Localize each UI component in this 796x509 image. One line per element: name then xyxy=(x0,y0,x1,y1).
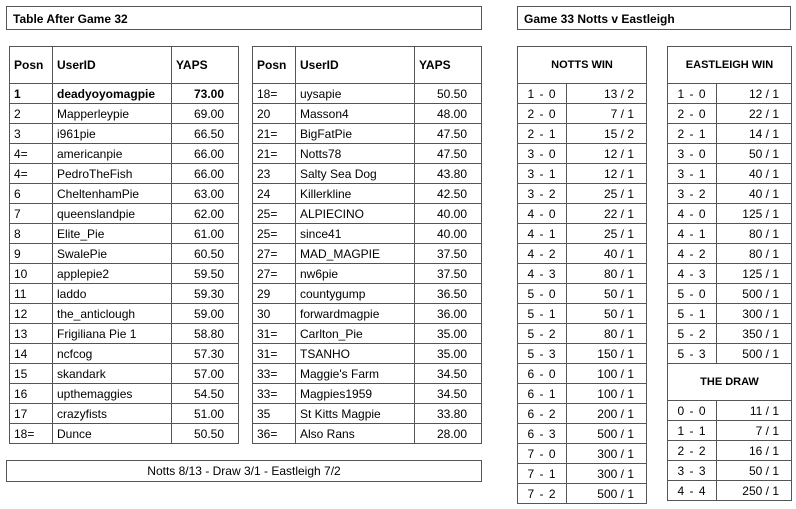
score-cell: 5 - 1 xyxy=(518,304,567,324)
table-row xyxy=(10,424,239,444)
odds-row xyxy=(518,424,647,444)
posn-cell: 15 xyxy=(10,364,53,384)
posn-cell: 14 xyxy=(10,344,53,364)
table-row xyxy=(10,104,239,124)
price-cell: 80 / 1 xyxy=(717,244,792,264)
yaps-cell: 59.50 xyxy=(172,264,239,284)
odds-row xyxy=(668,344,792,364)
table-row xyxy=(10,184,239,204)
odds-row xyxy=(668,324,792,344)
odds-row xyxy=(518,404,647,424)
price-cell: 100 / 1 xyxy=(567,384,647,404)
yaps-cell: 73.00 xyxy=(172,84,239,104)
posn-cell: 31= xyxy=(253,344,296,364)
table-row xyxy=(10,384,239,404)
price-cell: 50 / 1 xyxy=(567,284,647,304)
price-cell: 50 / 1 xyxy=(717,461,792,481)
price-cell: 12 / 1 xyxy=(717,84,792,104)
posn-cell: 25= xyxy=(253,224,296,244)
posn-cell: 11 xyxy=(10,284,53,304)
userid-cell: Elite_Pie xyxy=(53,224,172,244)
score-cell: 3 - 1 xyxy=(518,164,567,184)
table-row xyxy=(253,284,482,304)
posn-cell: 20 xyxy=(253,104,296,124)
yaps-cell: 43.80 xyxy=(415,164,482,184)
yaps-cell: 62.00 xyxy=(172,204,239,224)
posn-cell: 29 xyxy=(253,284,296,304)
score-cell: 3 - 1 xyxy=(668,164,717,184)
score-cell: 2 - 1 xyxy=(518,124,567,144)
posn-cell: 31= xyxy=(253,324,296,344)
posn-cell: 4= xyxy=(10,164,53,184)
score-cell: 6 - 1 xyxy=(518,384,567,404)
table-row xyxy=(10,144,239,164)
score-cell: 4 - 0 xyxy=(668,204,717,224)
score-cell: 1 - 0 xyxy=(668,84,717,104)
odds-row xyxy=(668,164,792,184)
table-row xyxy=(253,304,482,324)
yaps-cell: 28.00 xyxy=(415,424,482,444)
price-cell: 500 / 1 xyxy=(567,424,647,444)
price-cell: 50 / 1 xyxy=(717,144,792,164)
odds-row xyxy=(518,144,647,164)
odds-row xyxy=(518,184,647,204)
price-cell: 25 / 1 xyxy=(567,184,647,204)
userid-header: UserID xyxy=(296,47,415,84)
posn-cell: 8 xyxy=(10,224,53,244)
score-cell: 3 - 3 xyxy=(668,461,717,481)
userid-cell: SwalePie xyxy=(53,244,172,264)
yaps-header: YAPS xyxy=(172,47,239,84)
header-row xyxy=(10,47,239,84)
price-cell: 80 / 1 xyxy=(717,224,792,244)
userid-cell: Carlton_Pie xyxy=(296,324,415,344)
table-row xyxy=(253,364,482,384)
userid-cell: Mapperleypie xyxy=(53,104,172,124)
yaps-cell: 57.30 xyxy=(172,344,239,364)
table-row xyxy=(253,164,482,184)
price-cell: 7 / 1 xyxy=(717,421,792,441)
yaps-header: YAPS xyxy=(415,47,482,84)
yaps-cell: 69.00 xyxy=(172,104,239,124)
userid-cell: americanpie xyxy=(53,144,172,164)
odds-row xyxy=(668,144,792,164)
notts-win-header: NOTTS WIN xyxy=(518,47,647,84)
score-cell: 4 - 4 xyxy=(668,481,717,501)
price-cell: 350 / 1 xyxy=(717,324,792,344)
odds-row xyxy=(518,464,647,484)
yaps-cell: 51.00 xyxy=(172,404,239,424)
odds-row xyxy=(518,204,647,224)
odds-row xyxy=(668,224,792,244)
price-cell: 80 / 1 xyxy=(567,324,647,344)
userid-cell: i961pie xyxy=(53,124,172,144)
price-cell: 15 / 2 xyxy=(567,124,647,144)
table-row xyxy=(10,284,239,304)
userid-cell: Magpies1959 xyxy=(296,384,415,404)
yaps-cell: 66.50 xyxy=(172,124,239,144)
userid-cell: ALPIECINO xyxy=(296,204,415,224)
score-cell: 4 - 1 xyxy=(668,224,717,244)
score-cell: 7 - 1 xyxy=(518,464,567,484)
score-cell: 5 - 0 xyxy=(518,284,567,304)
odds-row xyxy=(518,224,647,244)
table-row xyxy=(10,204,239,224)
posn-cell: 1 xyxy=(10,84,53,104)
score-cell: 4 - 2 xyxy=(668,244,717,264)
posn-cell: 18= xyxy=(10,424,53,444)
odds-row xyxy=(518,484,647,504)
price-cell: 22 / 1 xyxy=(567,204,647,224)
odds-row xyxy=(518,104,647,124)
price-cell: 14 / 1 xyxy=(717,124,792,144)
posn-cell: 24 xyxy=(253,184,296,204)
price-cell: 500 / 1 xyxy=(717,284,792,304)
price-cell: 7 / 1 xyxy=(567,104,647,124)
userid-cell: TSANHO xyxy=(296,344,415,364)
table-row xyxy=(253,224,482,244)
yaps-cell: 61.00 xyxy=(172,224,239,244)
userid-cell: PedroTheFish xyxy=(53,164,172,184)
score-cell: 3 - 2 xyxy=(518,184,567,204)
posn-cell: 2 xyxy=(10,104,53,124)
score-cell: 5 - 2 xyxy=(518,324,567,344)
userid-cell: ncfcog xyxy=(53,344,172,364)
posn-cell: 6 xyxy=(10,184,53,204)
score-cell: 4 - 2 xyxy=(518,244,567,264)
odds-row xyxy=(518,444,647,464)
price-cell: 13 / 2 xyxy=(567,84,647,104)
yaps-cell: 40.00 xyxy=(415,204,482,224)
score-cell: 5 - 1 xyxy=(668,304,717,324)
posn-cell: 33= xyxy=(253,384,296,404)
table-row xyxy=(253,84,482,104)
score-cell: 7 - 0 xyxy=(518,444,567,464)
table-row xyxy=(253,244,482,264)
odds-row xyxy=(668,461,792,481)
odds-row xyxy=(668,244,792,264)
price-cell: 12 / 1 xyxy=(567,164,647,184)
userid-cell: since41 xyxy=(296,224,415,244)
userid-cell: Salty Sea Dog xyxy=(296,164,415,184)
league-table-right xyxy=(252,46,482,444)
table-row xyxy=(253,404,482,424)
posn-cell: 35 xyxy=(253,404,296,424)
odds-row xyxy=(668,481,792,501)
userid-cell: crazyfists xyxy=(53,404,172,424)
price-cell: 300 / 1 xyxy=(567,444,647,464)
score-cell: 4 - 3 xyxy=(518,264,567,284)
odds-row xyxy=(668,421,792,441)
posn-cell: 27= xyxy=(253,244,296,264)
posn-header: Posn xyxy=(10,47,53,84)
price-cell: 500 / 1 xyxy=(567,484,647,504)
userid-cell: forwardmagpie xyxy=(296,304,415,324)
userid-cell: uysapie xyxy=(296,84,415,104)
posn-cell: 21= xyxy=(253,124,296,144)
yaps-cell: 34.50 xyxy=(415,384,482,404)
userid-cell: Also Rans xyxy=(296,424,415,444)
posn-cell: 7 xyxy=(10,204,53,224)
yaps-cell: 35.00 xyxy=(415,324,482,344)
price-cell: 125 / 1 xyxy=(717,204,792,224)
table-row xyxy=(253,184,482,204)
yaps-cell: 34.50 xyxy=(415,364,482,384)
price-cell: 40 / 1 xyxy=(717,164,792,184)
yaps-cell: 36.50 xyxy=(415,284,482,304)
notts-win-odds xyxy=(517,46,647,504)
yaps-cell: 60.50 xyxy=(172,244,239,264)
userid-cell: St Kitts Magpie xyxy=(296,404,415,424)
price-cell: 40 / 1 xyxy=(717,184,792,204)
score-cell: 2 - 1 xyxy=(668,124,717,144)
price-cell: 250 / 1 xyxy=(717,481,792,501)
table-row xyxy=(10,164,239,184)
table-row xyxy=(10,304,239,324)
odds-row xyxy=(518,84,647,104)
posn-cell: 36= xyxy=(253,424,296,444)
price-cell: 11 / 1 xyxy=(717,401,792,421)
posn-cell: 21= xyxy=(253,144,296,164)
price-cell: 500 / 1 xyxy=(717,344,792,364)
odds-row xyxy=(518,164,647,184)
table-row xyxy=(253,124,482,144)
table-row xyxy=(10,344,239,364)
userid-cell: nw6pie xyxy=(296,264,415,284)
posn-cell: 27= xyxy=(253,264,296,284)
odds-row xyxy=(518,124,647,144)
odds-row xyxy=(668,204,792,224)
yaps-cell: 36.00 xyxy=(415,304,482,324)
yaps-cell: 57.00 xyxy=(172,364,239,384)
posn-cell: 25= xyxy=(253,204,296,224)
posn-cell: 12 xyxy=(10,304,53,324)
table-row xyxy=(253,384,482,404)
odds-row xyxy=(518,344,647,364)
score-cell: 3 - 0 xyxy=(518,144,567,164)
table-row xyxy=(253,144,482,164)
userid-cell: laddo xyxy=(53,284,172,304)
odds-row xyxy=(518,284,647,304)
userid-cell: queenslandpie xyxy=(53,204,172,224)
posn-cell: 16 xyxy=(10,384,53,404)
score-cell: 5 - 2 xyxy=(668,324,717,344)
table-row xyxy=(10,124,239,144)
userid-cell: deadyoyomagpie xyxy=(53,84,172,104)
score-cell: 1 - 1 xyxy=(668,421,717,441)
userid-cell: Killerkline xyxy=(296,184,415,204)
yaps-cell: 59.30 xyxy=(172,284,239,304)
userid-cell: MAD_MAGPIE xyxy=(296,244,415,264)
odds-row xyxy=(518,244,647,264)
score-cell: 2 - 2 xyxy=(668,441,717,461)
odds-row xyxy=(518,364,647,384)
league-table-left xyxy=(9,46,239,444)
userid-cell: CheltenhamPie xyxy=(53,184,172,204)
yaps-cell: 42.50 xyxy=(415,184,482,204)
table-row xyxy=(253,264,482,284)
odds-row xyxy=(518,304,647,324)
userid-cell: BigFatPie xyxy=(296,124,415,144)
yaps-cell: 63.00 xyxy=(172,184,239,204)
userid-cell: Frigiliana Pie 1 xyxy=(53,324,172,344)
score-cell: 7 - 2 xyxy=(518,484,567,504)
yaps-cell: 48.00 xyxy=(415,104,482,124)
odds-row xyxy=(518,264,647,284)
userid-cell: upthemaggies xyxy=(53,384,172,404)
score-cell: 5 - 3 xyxy=(518,344,567,364)
match-odds-summary: Notts 8/13 - Draw 3/1 - Eastleigh 7/2 xyxy=(6,460,482,482)
yaps-cell: 47.50 xyxy=(415,144,482,164)
price-cell: 50 / 1 xyxy=(567,304,647,324)
table-row xyxy=(10,244,239,264)
posn-cell: 10 xyxy=(10,264,53,284)
posn-cell: 3 xyxy=(10,124,53,144)
price-cell: 80 / 1 xyxy=(567,264,647,284)
price-cell: 125 / 1 xyxy=(717,264,792,284)
posn-cell: 30 xyxy=(253,304,296,324)
price-cell: 12 / 1 xyxy=(567,144,647,164)
odds-row xyxy=(518,384,647,404)
odds-row xyxy=(668,84,792,104)
score-cell: 4 - 1 xyxy=(518,224,567,244)
userid-cell: Notts78 xyxy=(296,144,415,164)
yaps-cell: 66.00 xyxy=(172,144,239,164)
posn-cell: 17 xyxy=(10,404,53,424)
score-cell: 5 - 3 xyxy=(668,344,717,364)
odds-row xyxy=(668,401,792,421)
yaps-cell: 40.00 xyxy=(415,224,482,244)
table-row xyxy=(253,104,482,124)
eastleigh-win-odds xyxy=(667,46,792,501)
eastleigh-win-header: EASTLEIGH WIN xyxy=(668,47,792,84)
table-row xyxy=(10,84,239,104)
userid-cell: Masson4 xyxy=(296,104,415,124)
yaps-cell: 66.00 xyxy=(172,164,239,184)
odds-row xyxy=(668,124,792,144)
posn-header: Posn xyxy=(253,47,296,84)
yaps-cell: 47.50 xyxy=(415,124,482,144)
score-cell: 0 - 0 xyxy=(668,401,717,421)
price-cell: 100 / 1 xyxy=(567,364,647,384)
odds-row xyxy=(668,284,792,304)
userid-cell: countygump xyxy=(296,284,415,304)
table-row xyxy=(10,324,239,344)
yaps-cell: 50.50 xyxy=(415,84,482,104)
price-cell: 300 / 1 xyxy=(567,464,647,484)
userid-cell: Dunce xyxy=(53,424,172,444)
table-row xyxy=(253,324,482,344)
yaps-cell: 50.50 xyxy=(172,424,239,444)
price-cell: 16 / 1 xyxy=(717,441,792,461)
userid-cell: Maggie's Farm xyxy=(296,364,415,384)
yaps-cell: 37.50 xyxy=(415,244,482,264)
score-cell: 6 - 0 xyxy=(518,364,567,384)
header-row xyxy=(253,47,482,84)
posn-cell: 13 xyxy=(10,324,53,344)
price-cell: 300 / 1 xyxy=(717,304,792,324)
league-table-title: Table After Game 32 xyxy=(6,6,482,30)
userid-header: UserID xyxy=(53,47,172,84)
yaps-cell: 58.80 xyxy=(172,324,239,344)
table-row xyxy=(10,224,239,244)
score-cell: 6 - 2 xyxy=(518,404,567,424)
score-cell: 4 - 0 xyxy=(518,204,567,224)
table-row xyxy=(253,424,482,444)
price-cell: 150 / 1 xyxy=(567,344,647,364)
odds-row xyxy=(518,324,647,344)
posn-cell: 23 xyxy=(253,164,296,184)
score-cell: 6 - 3 xyxy=(518,424,567,444)
score-cell: 3 - 0 xyxy=(668,144,717,164)
posn-cell: 4= xyxy=(10,144,53,164)
price-cell: 25 / 1 xyxy=(567,224,647,244)
game-title: Game 33 Notts v Eastleigh xyxy=(517,6,791,30)
score-cell: 3 - 2 xyxy=(668,184,717,204)
price-cell: 40 / 1 xyxy=(567,244,647,264)
yaps-cell: 35.00 xyxy=(415,344,482,364)
table-row xyxy=(253,344,482,364)
odds-row xyxy=(668,184,792,204)
odds-row xyxy=(668,264,792,284)
userid-cell: the_anticlough xyxy=(53,304,172,324)
odds-row xyxy=(668,104,792,124)
score-cell: 2 - 0 xyxy=(518,104,567,124)
posn-cell: 33= xyxy=(253,364,296,384)
score-cell: 4 - 3 xyxy=(668,264,717,284)
score-cell: 2 - 0 xyxy=(668,104,717,124)
yaps-cell: 37.50 xyxy=(415,264,482,284)
posn-cell: 9 xyxy=(10,244,53,264)
price-cell: 200 / 1 xyxy=(567,404,647,424)
price-cell: 22 / 1 xyxy=(717,104,792,124)
odds-row xyxy=(668,441,792,461)
posn-cell: 18= xyxy=(253,84,296,104)
yaps-cell: 54.50 xyxy=(172,384,239,404)
odds-row xyxy=(668,304,792,324)
score-cell: 1 - 0 xyxy=(518,84,567,104)
table-row xyxy=(10,404,239,424)
table-row xyxy=(10,364,239,384)
draw-header: THE DRAW xyxy=(668,364,792,401)
yaps-cell: 59.00 xyxy=(172,304,239,324)
yaps-cell: 33.80 xyxy=(415,404,482,424)
table-row xyxy=(10,264,239,284)
score-cell: 5 - 0 xyxy=(668,284,717,304)
table-row xyxy=(253,204,482,224)
userid-cell: skandark xyxy=(53,364,172,384)
userid-cell: applepie2 xyxy=(53,264,172,284)
